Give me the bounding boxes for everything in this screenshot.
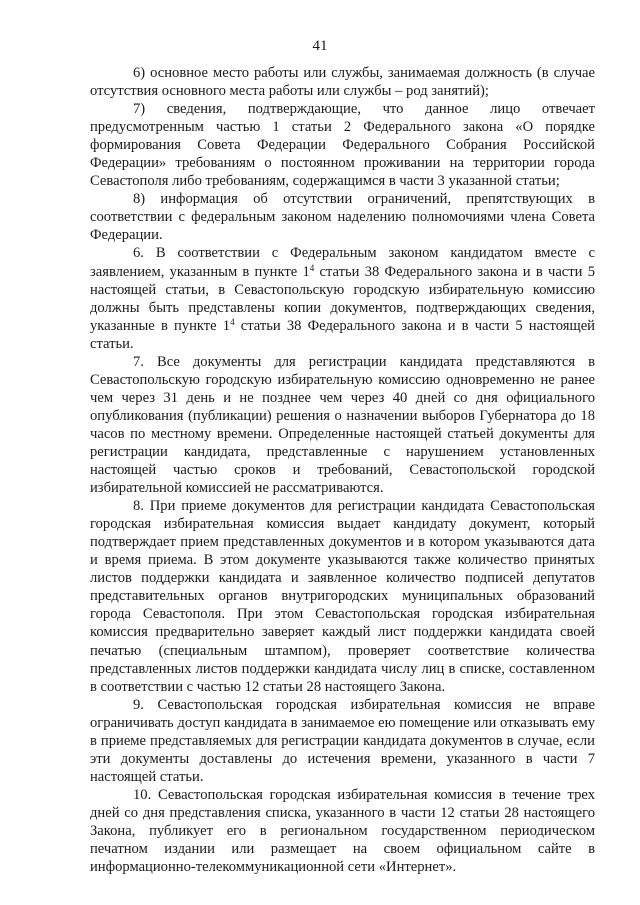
superscript-4: 4 bbox=[309, 262, 315, 273]
superscript-4: 4 bbox=[230, 316, 235, 327]
paragraph-part-6 bbox=[90, 244, 595, 352]
page-number: 41 bbox=[312, 38, 328, 54]
paragraph-part-9: 9. Севастопольская городская избирательная комиссия не вправе ограничивать доступ кандидата в занимаемое ею помещение или отказывать ему в приеме представляемых для регистрации кандидата документов в случае, если эти документы доставлены до истечения времени, указанного в части 7 настоящей статьи. bbox=[90, 696, 595, 785]
paragraph-item-7: 7) сведения, подтверждающие, что данное лицо отвечает предусмотренным частью 1 статьи 2 Федерального закона «О порядке формирования Совета Федерации Федерального Собрания Российской Федерации» требованиям о постоянном проживании на территории города Севастополя либо требованиям, содержащимся в части 3 указанной статьи; bbox=[90, 101, 595, 190]
paragraph-part-8: 8. При приеме документов для регистрации кандидата Севастопольская городская избирательная комиссия выдает кандидату документ, который подтверждает прием представленных документов и в котором указываются дата и время приема. В этом документе указываются также количество принятых листов поддержки кандидата и заявленное количество подписей депутатов представительных органов внутригородских муниципальных образований города Севастополя. При этом Севастопольская городская избирательная комиссия предварительно заверяет каждый лист поддержки кандидата своей печатью (специальным штампом), проверяет соответствие количества представленных листов поддержки кандидата числу лиц в списке, составленном в соответствии с частью 12 статьи 28 настоящего Закона. bbox=[90, 498, 595, 695]
paragraph-part-10: 10. Севастопольская городская избирательная комиссия в течение трех дней со дня представления списка, указанного в части 12 статьи 28 настоящего Закона, публикует его в региональном государственном периодическом печатном издании или размещает на своем официальном сайте в информационно-телекоммуникационной сети «Интернет». bbox=[90, 786, 595, 876]
paragraph-item-6: 6) основное место работы или службы, занимаемая должность (в случае отсутствия основного места работы или службы – род занятий); bbox=[90, 65, 595, 100]
paragraph-part-6-text-c: статьи 38 Федерального закона и в части 5 настоящей статьи. bbox=[90, 317, 595, 352]
paragraph-part-7: 7. Все документы для регистрации кандидата представляются в Севастопольскую городскую избирательную комиссию одновременно не ранее чем через 31 день и не позднее чем через 40 дней со дня официального опубликования (публикации) решения о назначении выборов Губернатора до 18 часов по местному времени. Определенные настоящей статьей документы для регистрации кандидата, представленные с нарушением установленных настоящей частью сроков и требований, Севастопольской городской избирательной комиссией не рассматриваются. bbox=[90, 353, 595, 497]
paragraph-part-6-text-b: статьи 38 Федерального закона и в части 5 настоящей статьи, в Севастопольскую городскую избирательную комиссию должны быть представлены копии документов, подтверждающих сведения, указанные в пункте 1 bbox=[90, 263, 596, 334]
paragraph-part-6-text-a: 6. В соответствии с Федеральным законом кандидатом вместе с заявлением, указанным в пункте 1 bbox=[90, 245, 595, 280]
document-body bbox=[90, 64, 595, 876]
paragraph-item-8: 8) информация об отсутствии ограничений, препятствующих в соответствии с федеральным законом наделению полномочиями члена Совета Федерации. bbox=[90, 191, 595, 244]
